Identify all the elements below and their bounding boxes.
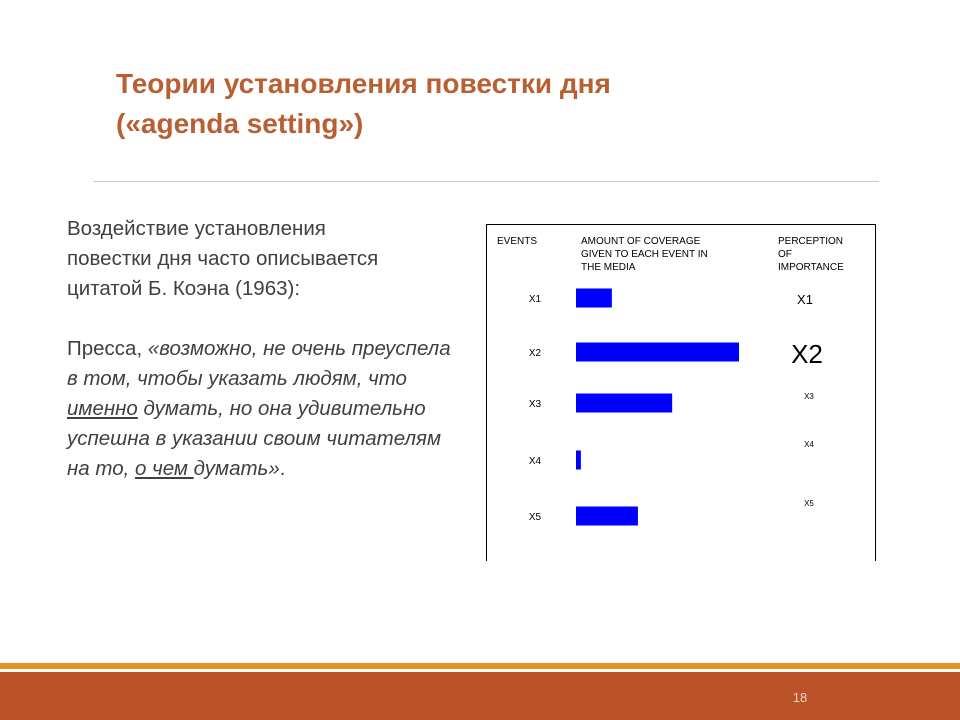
event-label: X4 xyxy=(528,456,542,467)
coverage-bar xyxy=(576,343,739,362)
title-divider xyxy=(93,181,879,182)
footer-stripe xyxy=(0,663,960,669)
header-coverage-3: THE MEDIA xyxy=(581,262,636,273)
intro-line-2: повестки дня часто описывается xyxy=(67,247,379,270)
coverage-bar xyxy=(576,451,581,470)
quote-italic-2: думать, но она удивительно успешна в указании своим читателям на то, xyxy=(67,397,442,480)
header-coverage-2: GIVEN TO EACH EVENT IN xyxy=(581,249,708,260)
header-perception-2: OF xyxy=(778,249,792,260)
header-perception-1: PERCEPTION xyxy=(778,236,844,247)
quote-underline-1: именно xyxy=(67,397,138,420)
perception-label: X5 xyxy=(804,499,814,508)
perception-label: X3 xyxy=(804,392,814,401)
perception-label: X4 xyxy=(804,440,814,449)
intro-line-1: Воздействие установления xyxy=(67,217,326,240)
quote-end: . xyxy=(279,457,286,480)
quote-italic-3: думать» xyxy=(193,457,280,480)
header-coverage-1: AMOUNT OF COVERAGE xyxy=(581,236,701,247)
coverage-bar xyxy=(576,507,638,526)
coverage-bar xyxy=(576,394,672,413)
title-line-2: («agenda setting») xyxy=(116,108,364,139)
event-label: X1 xyxy=(528,294,542,305)
cohen-quote xyxy=(67,334,467,484)
event-label: X5 xyxy=(528,512,542,523)
title-line-1: Теории установления повестки дня xyxy=(116,68,611,99)
agenda-setting-chart xyxy=(486,224,876,561)
perception-label: X2 xyxy=(791,339,823,369)
body-text xyxy=(67,214,467,484)
header-events: EVENTS xyxy=(497,236,538,247)
quote-italic-1: «возможно, не очень преуспела в том, чтобы указать людям, что xyxy=(67,337,451,390)
perception-label: X1 xyxy=(797,292,813,307)
event-label: X2 xyxy=(528,348,542,359)
quote-lead: Пресса, xyxy=(67,337,148,360)
coverage-bar xyxy=(576,289,612,308)
header-perception-3: IMPORTANCE xyxy=(778,262,844,273)
intro-line-3: цитатой Б. Коэна (1963): xyxy=(67,277,301,300)
quote-underline-2: о чем xyxy=(135,457,194,480)
event-label: X3 xyxy=(528,399,542,410)
slide-title xyxy=(116,64,876,144)
chart-canvas xyxy=(487,225,875,561)
page-number: 18 xyxy=(792,690,808,705)
